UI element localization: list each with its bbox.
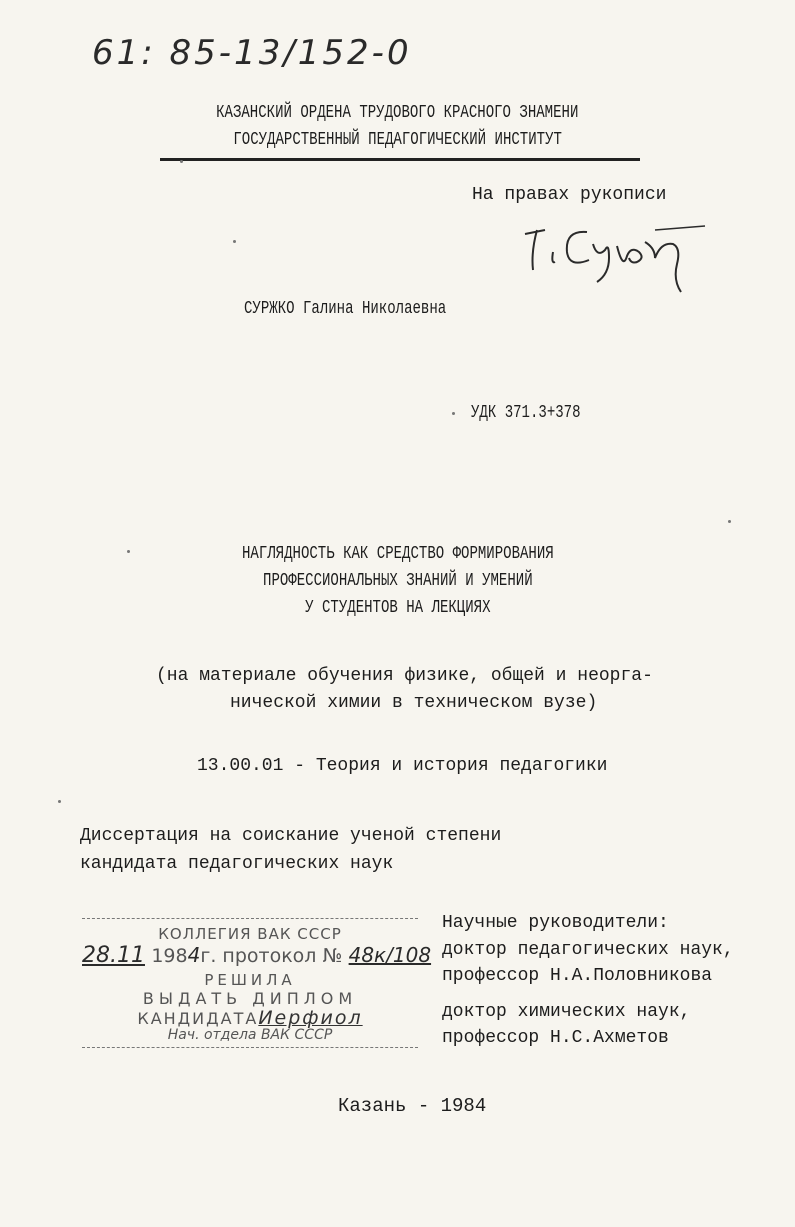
stamp-office: Нач. отдела ВАК СССР (167, 1027, 333, 1043)
supervisor-2-name: профессор Н.С.Ахметов (442, 1028, 669, 1048)
stamp-decided: РЕШИЛА (204, 971, 296, 989)
author-signature (505, 212, 715, 302)
stamp-date-day: 28.11 (82, 943, 145, 968)
speck (452, 412, 455, 415)
stamp-protocol-label: г. протокол № (200, 945, 343, 967)
dissertation-line-1: Диссертация на соискание ученой степени (80, 826, 502, 846)
speck (728, 520, 731, 523)
author-name: СУРЖКО Галина Николаевна (244, 299, 447, 319)
rights-note: На правах рукописи (472, 185, 667, 205)
stamp-year-suffix: 4 (187, 943, 201, 967)
supervisor-1-name: профессор Н.А.Половникова (442, 966, 713, 986)
archive-code: 61: 85-13/152-0 (92, 33, 412, 73)
title-line-2: ПРОФЕССИОНАЛЬНЫХ ЗНАНИЙ И УМЕНИЙ (262, 571, 533, 591)
supervisor-2-degree: доктор химических наук, (442, 1002, 691, 1022)
institution-line-2: ГОСУДАРСТВЕННЫЙ ПЕДАГОГИЧЕСКИЙ ИНСТИТУТ (233, 130, 562, 150)
institution-line-1: КАЗАНСКИЙ ОРДЕНА ТРУДОВОГО КРАСНОГО ЗНАМЕНИ (216, 103, 579, 123)
stamp-issue: ВЫДАТЬ ДИПЛОМ (142, 989, 358, 1008)
footer-city-year: Казань - 1984 (338, 1095, 487, 1117)
stamp-candidate: КАНДИДАТА (137, 1009, 259, 1028)
vak-stamp (82, 918, 432, 1048)
speck (180, 160, 183, 163)
stamp-board: КОЛЛЕГИЯ ВАК СССР (158, 925, 342, 943)
title-line-1: НАГЛЯДНОСТЬ КАК СРЕДСТВО ФОРМИРОВАНИЯ (241, 544, 554, 564)
stamp-protocol-number: 48к/108 (348, 943, 432, 967)
stamp-protocol-line (82, 943, 432, 968)
speck (233, 240, 236, 243)
stamp-candidate-line (82, 1007, 418, 1029)
dissertation-line-2: кандидата педагогических наук (80, 854, 394, 874)
specialty: 13.00.01 - Теория и история педагогики (197, 756, 608, 776)
udk-code: УДК 371.3+378 (471, 403, 581, 423)
stamp-candidate-sign: Иерфиол (258, 1007, 363, 1029)
stamp-date-year: 198 (151, 945, 188, 967)
speck (58, 800, 61, 803)
title-line-3: У СТУДЕНТОВ НА ЛЕКЦИЯХ (304, 598, 491, 618)
supervisor-1-degree: доктор педагогических наук, (442, 940, 734, 960)
supervisors-label: Научные руководители: (442, 913, 669, 933)
speck (127, 550, 130, 553)
header-rule (160, 158, 640, 161)
subtitle-line-2: нической химии в техническом вузе) (230, 693, 598, 713)
subtitle-line-1: (на материале обучения физике, общей и неорга- (156, 666, 653, 686)
